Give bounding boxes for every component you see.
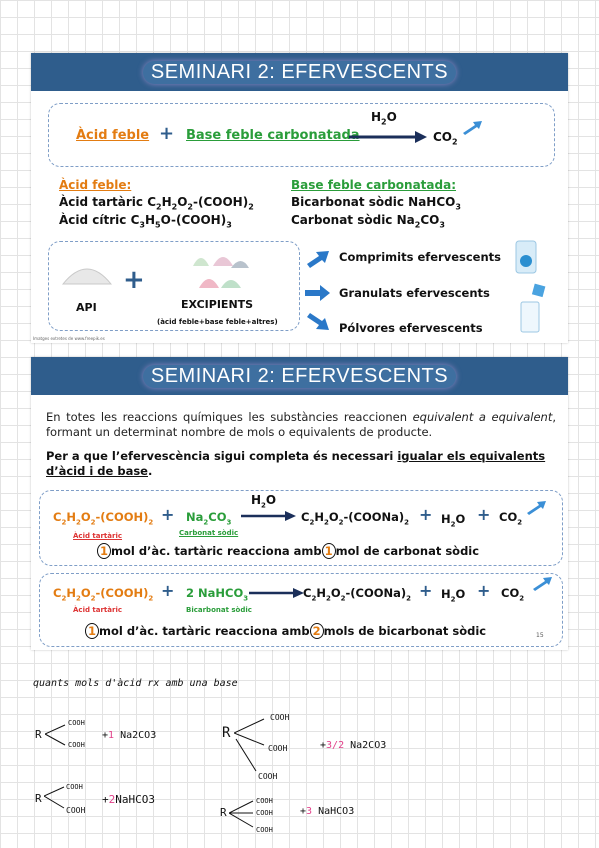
powder-pile-icon — [61, 258, 113, 286]
r2-arrow-up-icon — [531, 575, 553, 591]
base-heading: Base feble carbonatada: — [291, 178, 457, 192]
r1-water-top: $H_2O$ — [251, 493, 277, 510]
base-item-bicarbonate: Bicarbonat sòdic NaHCO$_3$ — [291, 195, 461, 212]
weak-base-term: Base feble carbonatada — [186, 128, 360, 143]
n4-group-3: COOH — [256, 826, 273, 834]
water-glass-icon — [519, 300, 541, 334]
r2-base-label: Bicarbonat sòdic — [186, 606, 252, 614]
excipients-label: EXCIPIENTS — [181, 298, 254, 311]
co2-product: $CO_2$ — [433, 130, 458, 147]
colored-powders-icon — [191, 248, 251, 290]
r1-plus-2: + — [419, 505, 433, 524]
acid-heading: Àcid feble: — [59, 178, 132, 192]
n2-bonds — [234, 715, 270, 775]
r1-product-co2: $CO_2$ — [499, 510, 523, 527]
acid-item-citric: Àcid cítric $C_3H_5O-(COOH)_3$ — [59, 213, 232, 230]
arrow-up-icon — [461, 119, 483, 135]
slide-2 — [31, 357, 568, 650]
plus-sign: + — [159, 123, 175, 144]
n2-reagent: +3/2 Na2CO3 — [320, 740, 387, 751]
slide-1 — [31, 53, 568, 343]
slide-1-title: SEMINARI 2: EFERVESCENTS — [143, 61, 456, 84]
n4-reagent: +3 NaHCO3 — [300, 806, 355, 817]
glass-with-tablet-icon — [514, 239, 538, 275]
output-powders: Pólvores efervescents — [339, 321, 483, 335]
base-item-carbonate: Carbonat sòdic $Na_2CO_3$ — [291, 213, 445, 230]
r1-base-label: Carbonat sòdic — [179, 529, 239, 537]
acid-item-tartaric: Àcid tartàric $C_2H_2O_2-(COOH)_2$ — [59, 195, 254, 212]
n4-group-1: COOH — [256, 797, 273, 805]
r2-statement: 1 mol d’àc. tartàric reacciona amb 2 mols de bicarbonat sòdic — [85, 623, 486, 639]
slide-2-title: SEMINARI 2: EFERVESCENTS — [143, 365, 456, 388]
r1-acid-label: Àcid tartàric — [73, 532, 123, 540]
n4-group-2: COOH — [256, 809, 273, 817]
arrow-down-right-icon — [305, 313, 331, 333]
n2-group-3: COOH — [258, 772, 278, 781]
granule-sachet-icon — [531, 283, 547, 299]
output-granules: Granulats efervescents — [339, 286, 490, 300]
n1-bonds — [45, 720, 69, 750]
r2-acid-label: Àcid tartàric — [73, 606, 123, 614]
n4-bonds — [229, 795, 257, 835]
api-label: API — [76, 301, 97, 314]
r2-plus-2: + — [419, 581, 433, 600]
n2-group-1: COOH — [270, 713, 290, 722]
n2-r: R — [222, 725, 231, 741]
plus-sign-2: + — [123, 265, 145, 295]
r2-product-water: $H_2O$ — [441, 587, 466, 604]
r2-arrow — [249, 587, 305, 599]
r1-base: $Na_2CO_3$ — [186, 510, 232, 527]
image-credit: Imatges extretes de www.freepik.es — [33, 336, 105, 341]
r2-plus-3: + — [477, 581, 491, 600]
n3-reagent: +2NaHCO3 — [102, 793, 155, 806]
notes-heading: quants mols d'àcid rx amb una base — [33, 678, 238, 689]
n3-group-2: COOH — [66, 806, 86, 815]
r2-base: 2 NaHCO$_3$ — [186, 586, 249, 603]
arrow-up-right-icon — [305, 248, 331, 268]
r2-product-co2: $CO_2$ — [501, 586, 525, 603]
n3-bonds — [44, 782, 68, 812]
n3-group-1: COOH — [66, 783, 83, 791]
slide-1-title-bar — [31, 53, 568, 91]
n1-group-2: COOH — [68, 741, 85, 749]
n2-group-2: COOH — [268, 744, 288, 753]
paragraph-requirement: Per a que l’efervescència sigui completa és necessari igualar els equivalents d’àcid i de base. — [46, 449, 546, 478]
r1-product-water: $H_2O$ — [441, 512, 466, 529]
reaction-arrow — [349, 130, 429, 144]
r1-plus-3: + — [477, 505, 491, 524]
n1-group-1: COOH — [68, 719, 85, 727]
n3-r: R — [35, 792, 42, 805]
r2-product-salt: $C_2H_2O_2-(COONa)_2$ — [303, 586, 412, 603]
r2-acid: $C_2H_2O_2-(COOH)_2$ — [53, 586, 154, 603]
page-number: 15 — [536, 632, 544, 639]
n1-reagent: +1 Na2CO3 — [102, 730, 157, 741]
r1-arrow-up-icon — [525, 499, 547, 515]
water-label: $H_2O$ — [371, 110, 397, 127]
r1-statement: 1 mol d’àc. tartàric reacciona amb 1 mol de carbonat sòdic — [97, 543, 479, 559]
paragraph-equivalents: En totes les reaccions químiques les substàncies reaccionen equivalent a equivalent, formant un determinat nombre de mols o equivalents de producte. — [46, 410, 556, 439]
r2-plus: + — [161, 581, 175, 600]
n1-r: R — [35, 728, 42, 741]
excipients-note: (àcid feble+base feble+altres) — [157, 318, 278, 326]
output-tablets: Comprimits efervescents — [339, 250, 501, 264]
n4-r: R — [220, 806, 227, 819]
r1-acid: $C_2H_2O_2-(COOH)_2$ — [53, 510, 154, 527]
r1-arrow — [241, 510, 297, 522]
weak-acid-term: Àcid feble — [76, 128, 150, 143]
slide-2-title-bar — [31, 357, 568, 395]
arrow-right-icon — [305, 285, 331, 301]
r1-product-salt: $C_2H_2O_2-(COONa)_2$ — [301, 510, 410, 527]
r1-plus: + — [161, 505, 175, 524]
